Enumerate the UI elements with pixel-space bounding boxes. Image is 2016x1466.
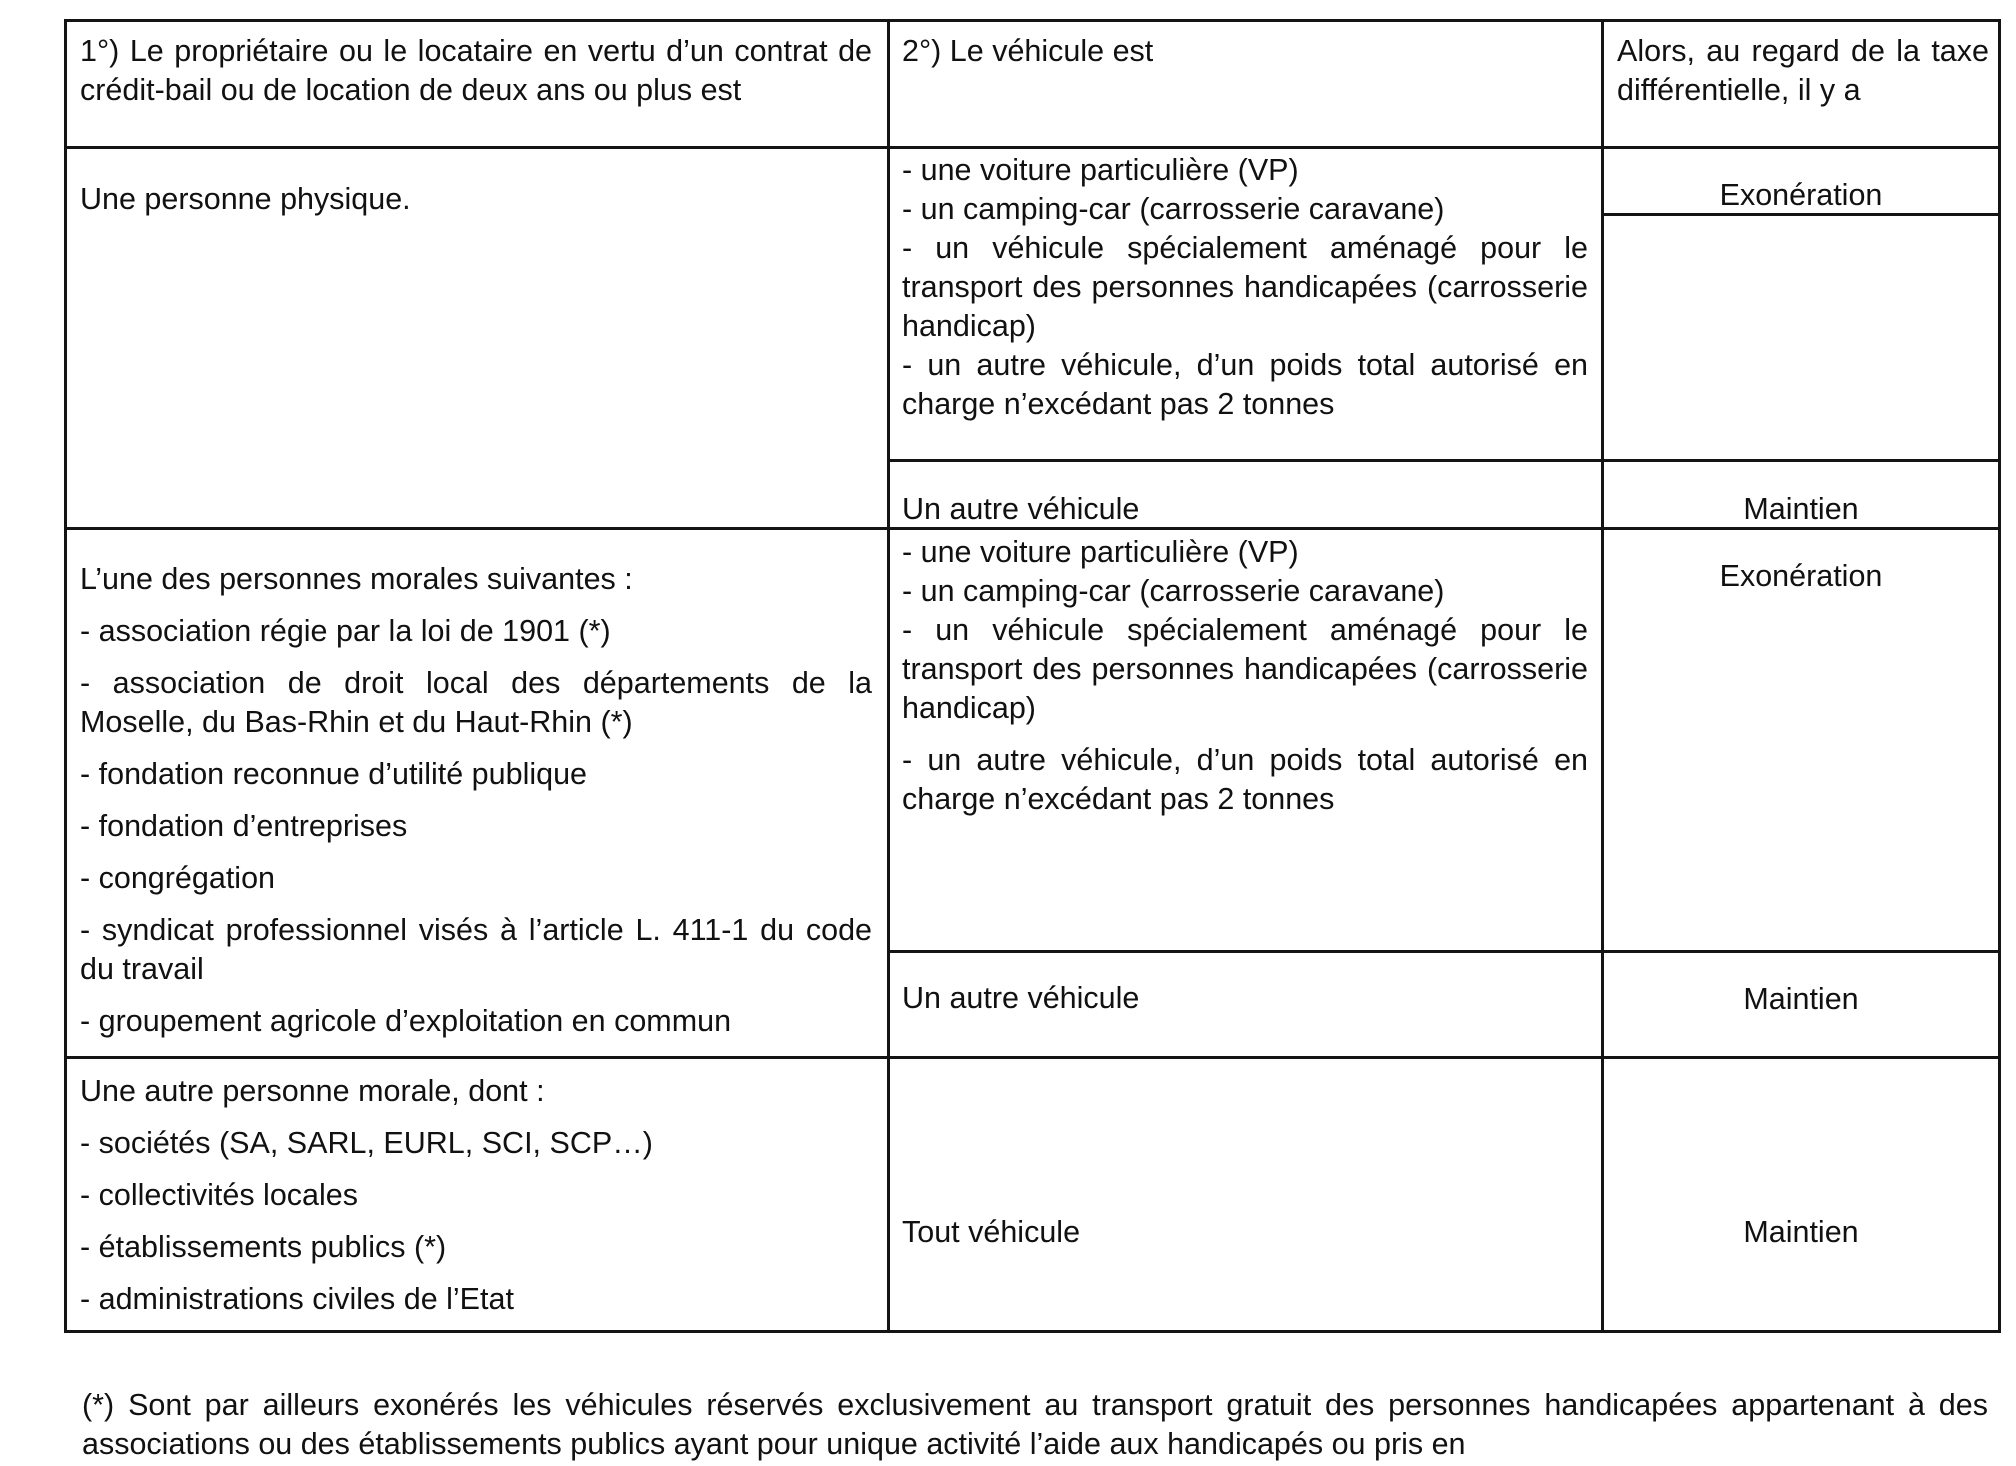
row2-owner xyxy=(80,560,872,1041)
row1-vehicle-item: - un véhicule spécialement aménagé pour le transport des personnes handicapées (carrosserie handicap) xyxy=(902,231,1588,343)
row2-other-vehicle: Un autre véhicule xyxy=(902,981,1140,1015)
row2-vehicle-item: - une voiture particulière (VP) xyxy=(902,535,1299,569)
footnote: (*) Sont par ailleurs exonérés les véhicules réservés exclusivement au transport gratuit des personnes handicapées appartenant à des associations ou des établissements publics ayant pour unique activité l’aide aux handicapés ou pris en xyxy=(82,1388,1988,1461)
row2-subrow-divider xyxy=(887,950,2001,953)
column-divider-2 xyxy=(1601,19,1604,1333)
table-border-right xyxy=(1998,19,2001,1333)
row2-other-result: Maintien xyxy=(1743,982,1859,1016)
row2-vehicle-item: - un camping-car (carrosserie caravane) xyxy=(902,574,1445,608)
row2-owner-item: - congrégation xyxy=(80,861,275,895)
row2-row3-divider xyxy=(64,1056,2001,1059)
row2-owner-item: - fondation d’entreprises xyxy=(80,809,408,843)
row3-owner-item: - établissements publics (*) xyxy=(80,1230,447,1264)
row2-owner-item: - association régie par la loi de 1901 (*) xyxy=(80,614,611,648)
table-border-top xyxy=(64,19,2001,22)
row2-owner-item: - syndicat professionnel visés à l’article L. 411-1 du code du travail xyxy=(80,913,872,986)
row2-vehicles xyxy=(902,533,1588,819)
row2-owner-item: - fondation reconnue d’utilité publique xyxy=(80,757,588,791)
row1-owner: Une personne physique. xyxy=(80,182,411,216)
row2-vehicle-item: - un autre véhicule, d’un poids total autorisé en charge n’excédant pas 2 tonnes xyxy=(902,743,1588,816)
row3-owner-item: - sociétés (SA, SARL, EURL, SCI, SCP…) xyxy=(80,1126,653,1160)
row3-owner-intro: Une autre personne morale, dont : xyxy=(80,1074,545,1108)
row1-other-vehicle: Un autre véhicule xyxy=(902,492,1140,526)
row3-result: Maintien xyxy=(1743,1215,1859,1249)
row1-other-result: Maintien xyxy=(1743,492,1859,526)
row1-vehicle-item: - une voiture particulière (VP) xyxy=(902,153,1299,187)
table-border-left xyxy=(64,19,67,1333)
row2-result: Exonération xyxy=(1719,559,1883,593)
header-owner: 1°) Le propriétaire ou le locataire en vertu d’un contrat de crédit-bail ou de location de deux ans ou plus est xyxy=(80,34,872,107)
table-border-bottom xyxy=(64,1330,2001,1333)
row3-vehicle: Tout véhicule xyxy=(902,1215,1081,1249)
row2-owner-item: - association de droit local des départements de la Moselle, du Bas-Rhin et du Haut-Rhin (*) xyxy=(80,666,872,739)
row2-vehicle-item: - un véhicule spécialement aménagé pour le transport des personnes handicapées (carrosserie handicap) xyxy=(902,613,1588,725)
row3-owner-item: - administrations civiles de l’Etat xyxy=(80,1282,514,1316)
row3-owner-item: - collectivités locales xyxy=(80,1178,358,1212)
row2-owner-intro: L’une des personnes morales suivantes : xyxy=(80,562,633,596)
row1-result: Exonération xyxy=(1719,178,1883,212)
row3-owner xyxy=(80,1072,872,1319)
column-divider-1 xyxy=(887,19,890,1333)
row1-vehicle-item: - un camping-car (carrosserie caravane) xyxy=(902,192,1445,226)
row2-owner-item: - groupement agricole d’exploitation en commun xyxy=(80,1004,732,1038)
row1-vehicle-item: - un autre véhicule, d’un poids total autorisé en charge n’excédant pas 2 tonnes xyxy=(902,348,1588,421)
header-result: Alors, au regard de la taxe différentielle, il y a xyxy=(1617,34,1989,107)
header-vehicle: 2°) Le véhicule est xyxy=(902,34,1154,68)
header-row-divider xyxy=(64,146,2001,149)
row1-vehicles xyxy=(902,151,1588,424)
row1-subrow-divider xyxy=(887,459,2001,462)
